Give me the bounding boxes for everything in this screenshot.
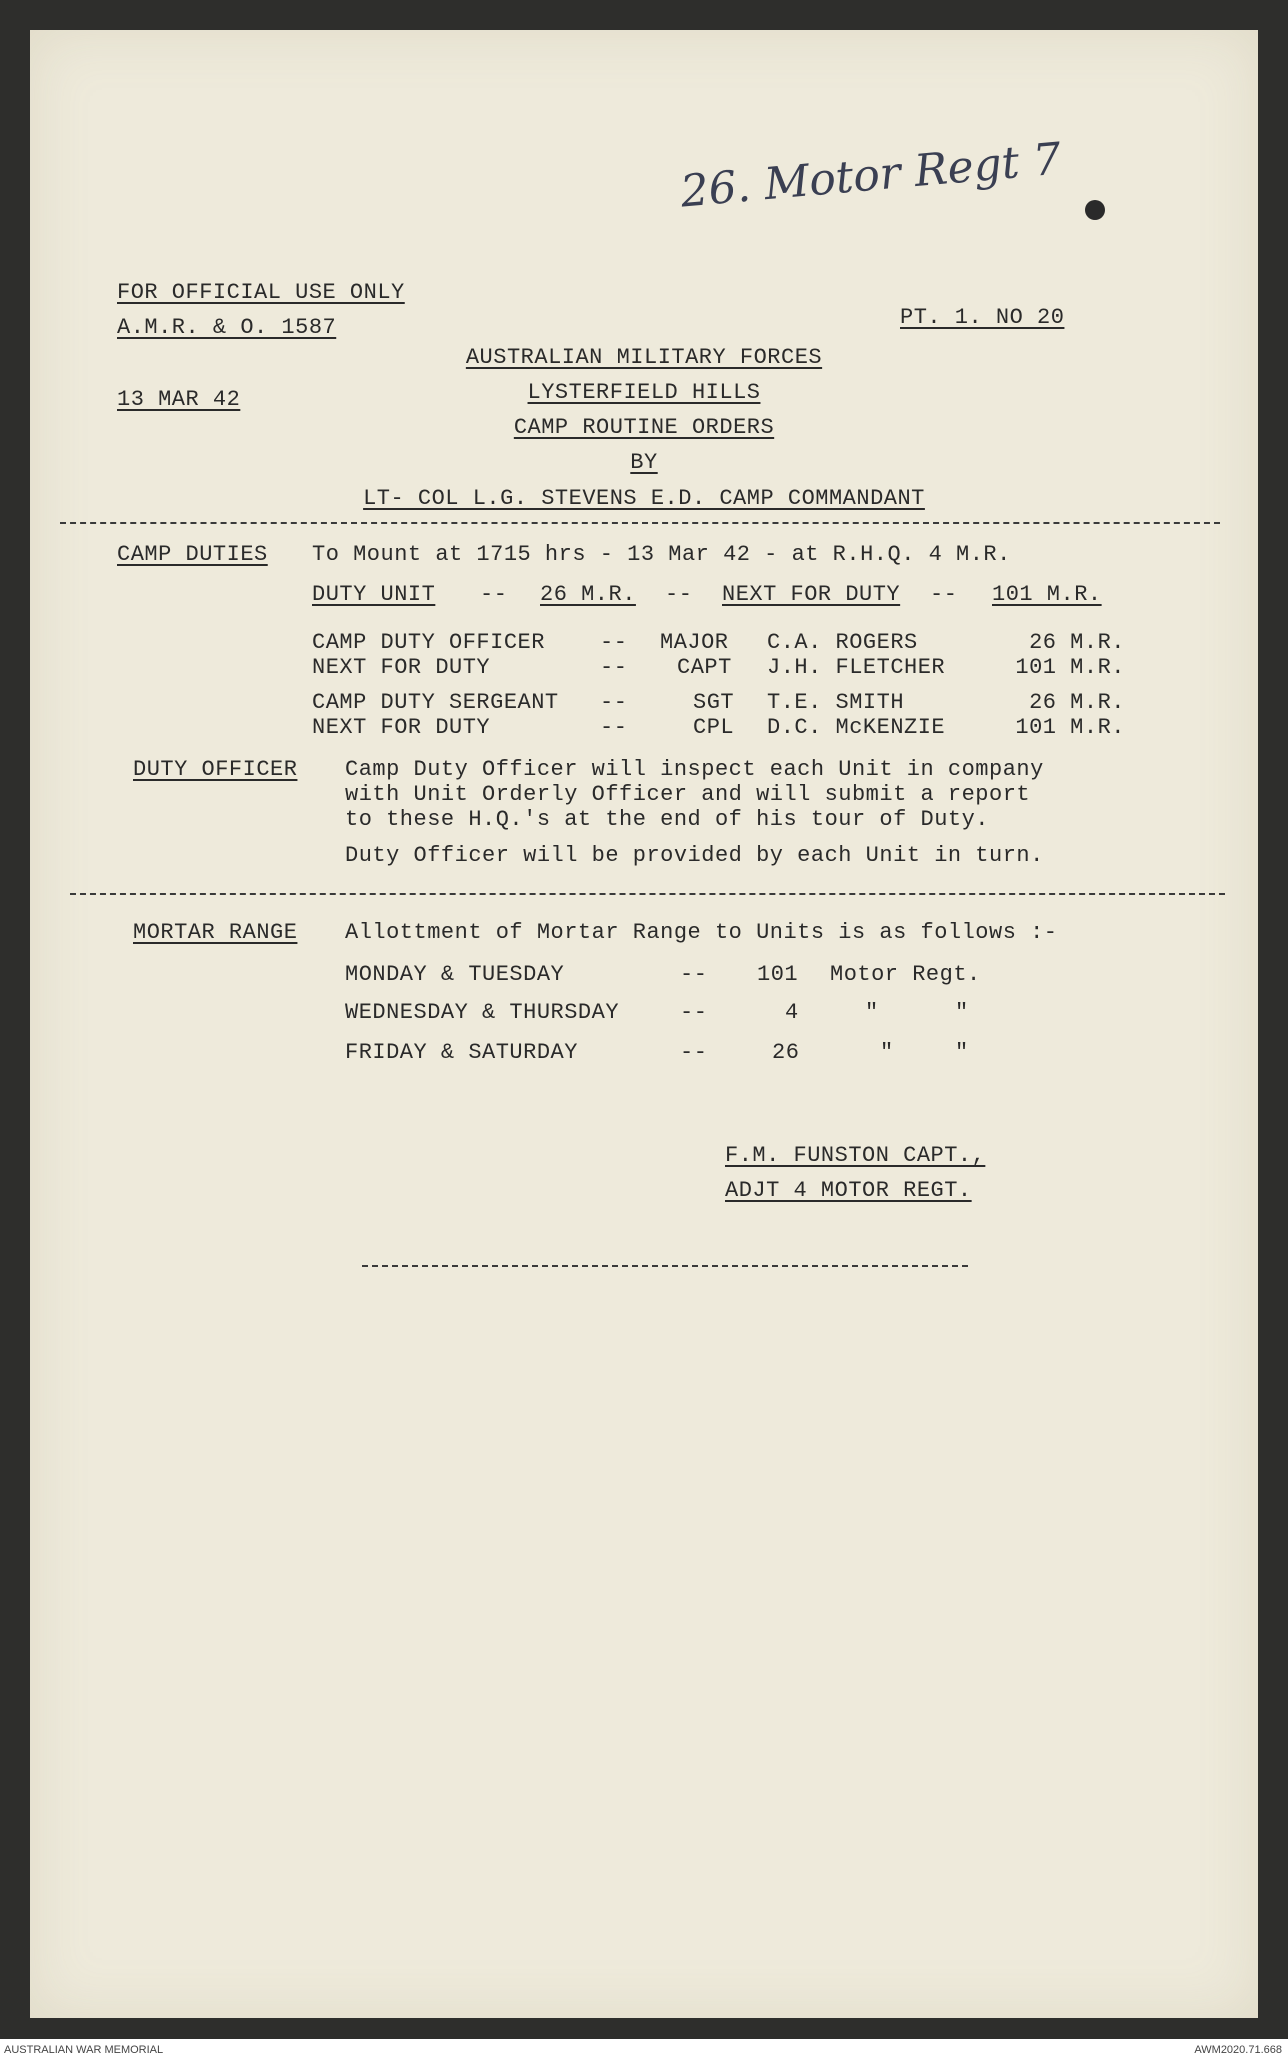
next-unit-separator: -- [665,582,693,607]
roster-rank: MAJOR [660,630,729,655]
punch-hole [1085,200,1105,220]
next-unit-separator-2: -- [930,582,958,607]
allotment-unit: 4 [785,1000,799,1025]
duty-officer-line-3: to these H.Q.'s at the end of his tour of Duty. [345,807,990,832]
handwritten-note: 26. Motor Regt 7 [678,133,1064,218]
roster-unit: 101 M.R. [1015,715,1125,740]
mortar-range-intro: Allottment of Mortar Range to Units is as follows :- [345,920,1058,945]
next-unit-value: 101 M.R. [992,582,1102,607]
title-line-5: LT- COL L.G. STEVENS E.D. CAMP COMMANDANT [363,486,925,511]
allotment-unit: 26 [772,1040,800,1065]
duty-unit-label: DUTY UNIT [312,582,436,607]
allotment-separator: -- [680,962,708,987]
title-line-2: LYSTERFIELD HILLS [527,380,761,405]
allotment-days: MONDAY & TUESDAY [345,962,565,987]
order-date: 13 MAR 42 [117,387,241,412]
ditto-mark: " [880,1040,894,1065]
ditto-mark: " [955,1040,969,1065]
allotment-days: WEDNESDAY & THURSDAY [345,1000,620,1025]
roster-unit: 101 M.R. [1015,655,1125,680]
ditto-mark: " [955,1000,969,1025]
title-line-3: CAMP ROUTINE ORDERS [513,415,775,440]
roster-unit: 26 M.R. [1029,690,1125,715]
duty-officer-line-2: with Unit Orderly Officer and will submit a report [345,782,1031,807]
archive-footer [0,2039,1288,2061]
mount-instruction: To Mount at 1715 hrs - 13 Mar 42 - at R.H.Q. 4 M.R. [312,542,1011,567]
allotment-unit-type: Motor Regt. [830,962,981,987]
roster-role: NEXT FOR DUTY [312,715,491,740]
roster-rank: CPL [693,715,735,740]
roster-name: T.E. SMITH [767,690,905,715]
signature-line-2: ADJT 4 MOTOR REGT. [725,1178,972,1203]
mortar-range-heading: MORTAR RANGE [133,920,298,945]
allotment-days: FRIDAY & SATURDAY [345,1040,578,1065]
signature-line-1: F.M. FUNSTON CAPT., [725,1143,986,1168]
roster-name: J.H. FLETCHER [767,655,946,680]
duty-officer-heading: DUTY OFFICER [133,757,298,782]
footer-archive-name: AUSTRALIAN WAR MEMORIAL [4,2044,164,2056]
roster-rank: SGT [693,690,735,715]
roster-role: CAMP DUTY OFFICER [312,630,545,655]
footer-accession-number: AWM2020.71.668 [1194,2044,1282,2056]
roster-name: D.C. McKENZIE [767,715,946,740]
roster-rank: CAPT [677,655,732,680]
roster-separator: -- [600,690,628,715]
roster-separator: -- [600,655,628,680]
roster-separator: -- [600,715,628,740]
ditto-mark: " [865,1000,879,1025]
part-number: PT. 1. NO 20 [900,305,1065,330]
allotment-unit: 101 [757,962,799,987]
section-divider [60,522,1220,524]
duty-unit-separator: -- [480,582,508,607]
roster-unit: 26 M.R. [1029,630,1125,655]
next-for-duty-label: NEXT FOR DUTY [722,582,901,607]
roster-role: CAMP DUTY SERGEANT [312,690,559,715]
roster-role: NEXT FOR DUTY [312,655,491,680]
duty-officer-line-4: Duty Officer will be provided by each Unit in turn. [345,843,1044,868]
duty-officer-line-1: Camp Duty Officer will inspect each Unit in company [345,757,1044,782]
section-divider [70,893,1225,895]
title-line-4: BY [630,450,658,475]
order-number: A.M.R. & O. 1587 [117,315,337,340]
camp-duties-heading: CAMP DUTIES [117,542,268,567]
roster-name: C.A. ROGERS [767,630,918,655]
end-rule [362,1265,968,1267]
roster-separator: -- [600,630,628,655]
title-line-1: AUSTRALIAN MILITARY FORCES [465,345,823,370]
allotment-separator: -- [680,1000,708,1025]
official-use-label: FOR OFFICIAL USE ONLY [117,280,405,305]
allotment-separator: -- [680,1040,708,1065]
duty-unit-value: 26 M.R. [540,582,636,607]
